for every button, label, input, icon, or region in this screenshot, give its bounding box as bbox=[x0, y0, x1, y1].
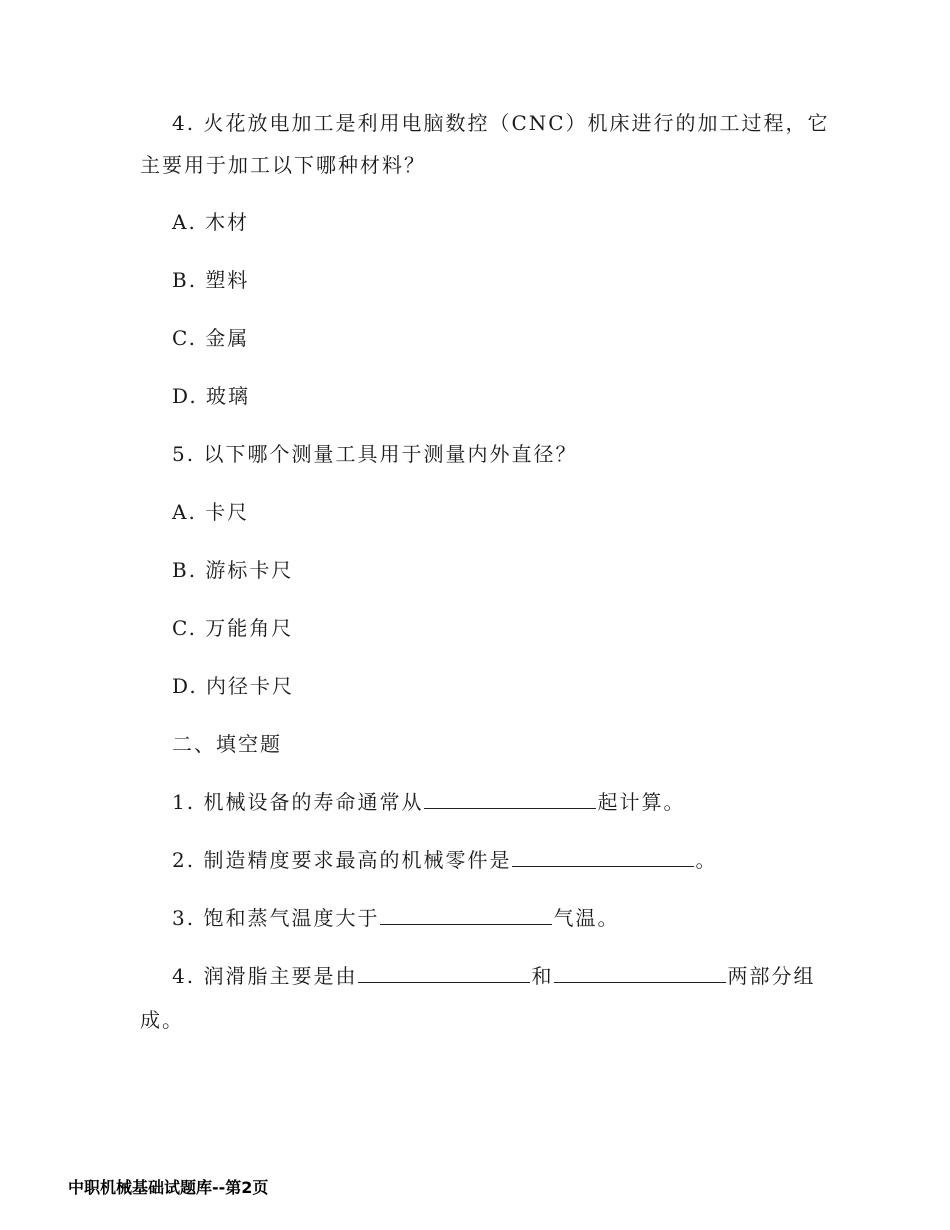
fill-item-2-before: 2. 制造精度要求最高的机械零件是 bbox=[172, 848, 512, 872]
question-4-option-c: C. 金属 bbox=[172, 326, 250, 350]
fill-item-3-blank bbox=[380, 906, 552, 925]
question-4-option-d: D. 玻璃 bbox=[172, 384, 251, 408]
fill-item-1 bbox=[172, 788, 685, 816]
question-4-option-a: A. 木材 bbox=[172, 210, 250, 234]
question-5-option-c: C. 万能角尺 bbox=[172, 616, 294, 640]
fill-item-4-blank-1 bbox=[358, 964, 530, 983]
page-footer: 中职机械基础试题库--第2页 bbox=[68, 1178, 269, 1197]
question-4-option-b: B. 塑料 bbox=[172, 268, 250, 292]
fill-item-2-blank bbox=[512, 848, 694, 867]
question-4-stem-line2: 主要用于加工以下哪种材料？ bbox=[140, 153, 426, 177]
question-5-option-d: D. 内径卡尺 bbox=[172, 674, 295, 698]
fill-item-3-before: 3. 饱和蒸气温度大于 bbox=[172, 906, 380, 930]
fill-item-4-middle: 和 bbox=[531, 964, 554, 988]
question-4-stem-line1: 4. 火花放电加工是利用电脑数控（CNC）机床进行的加工过程，它 bbox=[172, 111, 830, 135]
fill-item-3-after: 气温。 bbox=[553, 906, 620, 930]
fill-item-1-after: 起计算。 bbox=[597, 790, 686, 814]
fill-item-4-blank-2 bbox=[554, 964, 726, 983]
fill-item-4-line2: 成。 bbox=[140, 1008, 184, 1032]
fill-item-3 bbox=[172, 904, 619, 932]
fill-item-4-line1 bbox=[172, 962, 815, 990]
fill-item-1-before: 1. 机械设备的寿命通常从 bbox=[172, 790, 424, 814]
fill-item-2 bbox=[172, 846, 717, 874]
fill-item-4-after: 两部分组 bbox=[727, 964, 816, 988]
question-5-stem: 5. 以下哪个测量工具用于测量内外直径？ bbox=[172, 442, 578, 466]
question-5-option-b: B. 游标卡尺 bbox=[172, 558, 294, 582]
fill-item-2-after: 。 bbox=[695, 848, 718, 872]
section-heading-fill-in: 二、填空题 bbox=[172, 732, 282, 756]
question-5-option-a: A. 卡尺 bbox=[172, 500, 250, 524]
fill-item-1-blank bbox=[424, 790, 596, 809]
fill-item-4-before: 4. 润滑脂主要是由 bbox=[172, 964, 358, 988]
